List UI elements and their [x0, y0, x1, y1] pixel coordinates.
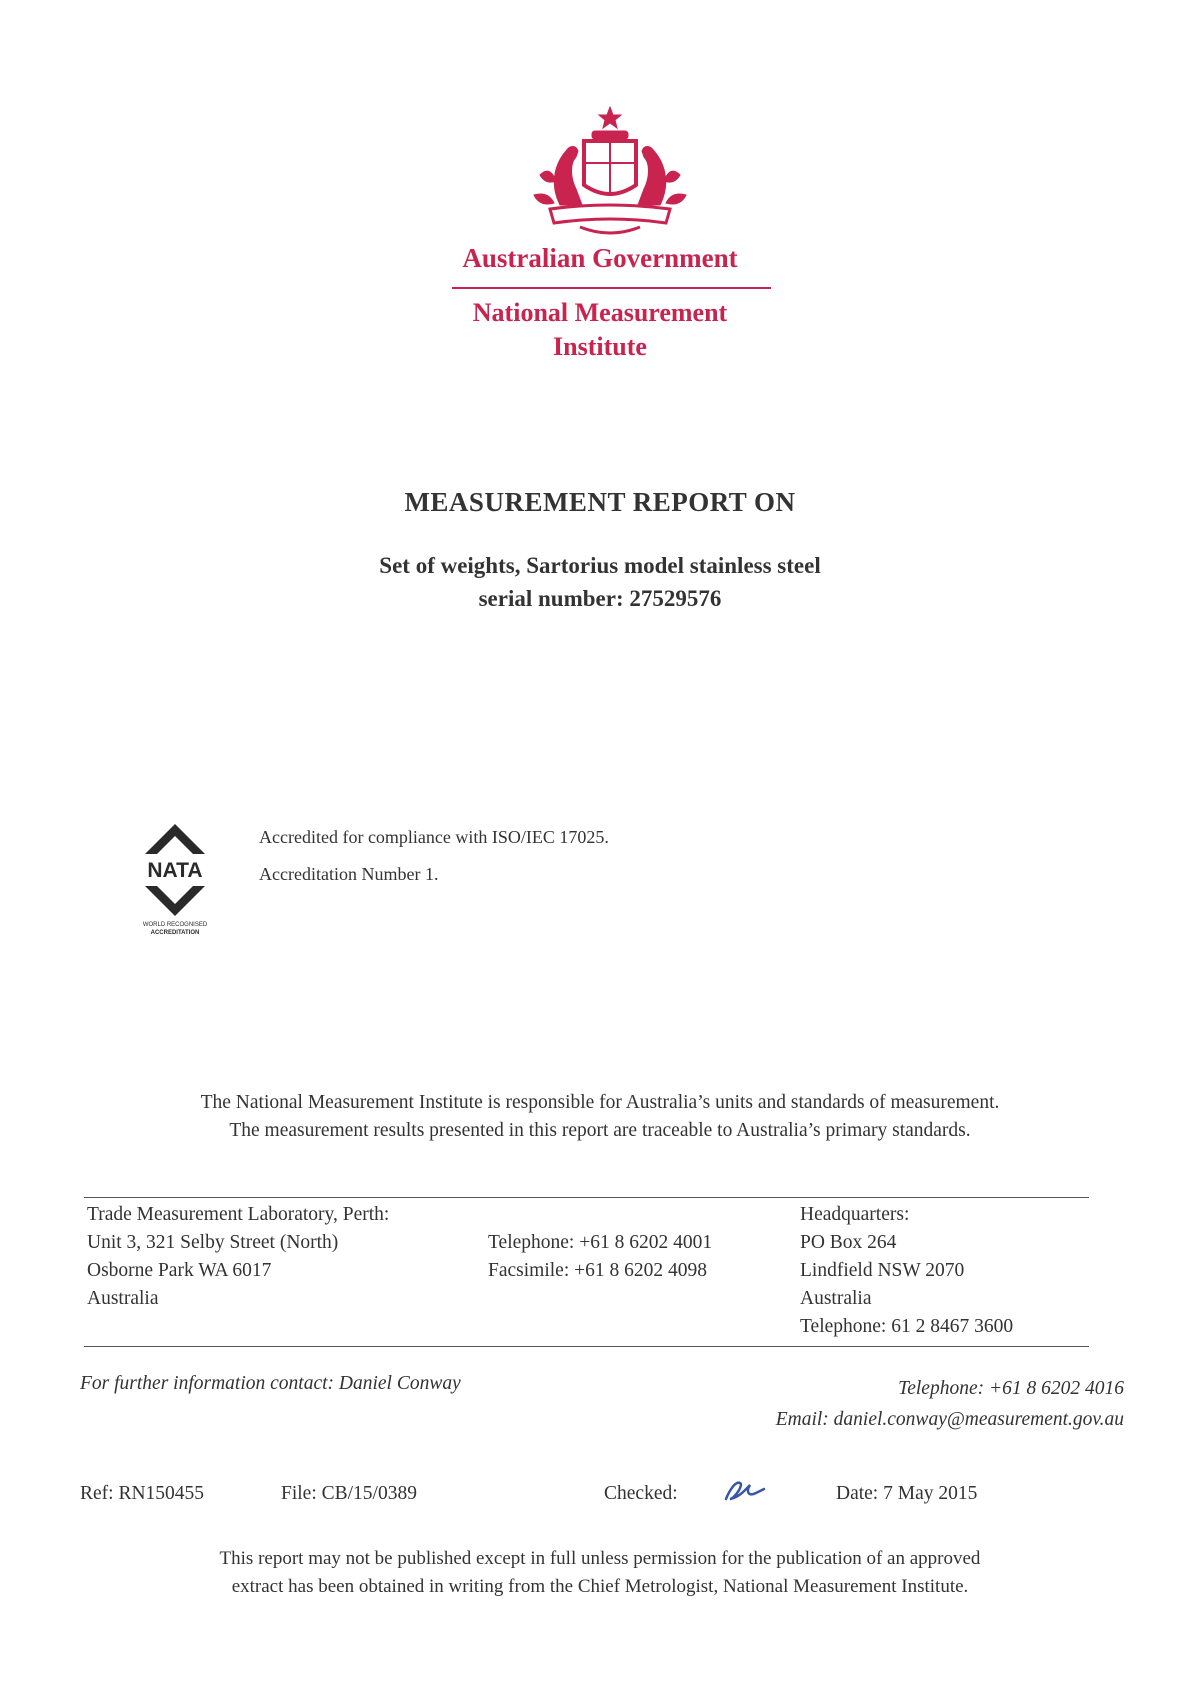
headquarters-label: Headquarters: — [800, 1204, 910, 1225]
responsibility-line2: The measurement results presented in this report are traceable to Australia’s primary standards. — [229, 1120, 971, 1141]
institute-name-line1: National Measurement — [472, 298, 728, 327]
headquarters-suburb: Lindfield NSW 2070 — [800, 1260, 965, 1281]
nata-logo-icon — [133, 820, 217, 940]
accreditation-number: Accreditation Number 1. — [259, 864, 439, 884]
coat-of-arms-icon — [520, 105, 700, 245]
disclaimer-line2: extract has been obtained in writing from the Chief Metrologist, National Measurement Institute. — [231, 1576, 969, 1597]
laboratory-street: Unit 3, 321 Selby Street (North) — [87, 1232, 339, 1253]
laboratory-country: Australia — [87, 1288, 159, 1309]
signature-initials-icon — [720, 1475, 770, 1505]
report-reference: Ref: RN150455 — [80, 1483, 205, 1504]
laboratory-address — [87, 1201, 389, 1313]
laboratory-telephone: Telephone: +61 8 6202 4001 — [488, 1232, 713, 1253]
responsibility-line1: The National Measurement Institute is responsible for Australia’s units and standards of measurement. — [200, 1092, 1000, 1113]
contact-details — [776, 1373, 1124, 1435]
address-divider-bottom — [84, 1346, 1089, 1347]
report-date: Date: 7 May 2015 — [836, 1483, 978, 1504]
disclaimer-line1: This report may not be published except in full unless permission for the publication of an approved — [219, 1548, 981, 1569]
headquarters-address — [800, 1201, 1013, 1341]
contact-email: Email: daniel.conway@measurement.gov.au — [775, 1409, 1124, 1430]
contact-person: For further information contact: Daniel Conway — [80, 1373, 461, 1394]
agency-divider — [452, 287, 771, 289]
address-divider-top — [84, 1197, 1089, 1198]
report-title: MEASUREMENT REPORT ON — [404, 487, 796, 517]
nata-caption1: WORLD RECOGNISED — [142, 922, 208, 928]
laboratory-contact — [488, 1229, 712, 1285]
agency-title: Australian Government — [462, 243, 738, 273]
laboratory-suburb: Osborne Park WA 6017 — [87, 1260, 272, 1281]
file-number: File: CB/15/0389 — [281, 1483, 417, 1504]
headquarters-country: Australia — [800, 1288, 872, 1309]
nata-caption2: ACCREDITATION — [150, 930, 200, 936]
laboratory-facsimile: Facsimile: +61 8 6202 4098 — [488, 1260, 707, 1281]
checked-label: Checked: — [604, 1483, 678, 1504]
report-subject-line2: serial number: 27529576 — [478, 586, 722, 611]
institute-name-line2: Institute — [553, 332, 647, 361]
headquarters-telephone: Telephone: 61 2 8467 3600 — [800, 1316, 1014, 1337]
nata-logo-text: NATA — [147, 859, 203, 882]
contact-telephone: Telephone: +61 8 6202 4016 — [898, 1378, 1124, 1399]
laboratory-name: Trade Measurement Laboratory, Perth: — [87, 1204, 390, 1225]
report-subject-line1: Set of weights, Sartorius model stainless steel — [379, 553, 821, 578]
accreditation-compliance: Accredited for compliance with ISO/IEC 17025. — [259, 827, 609, 847]
headquarters-po-box: PO Box 264 — [800, 1232, 897, 1253]
